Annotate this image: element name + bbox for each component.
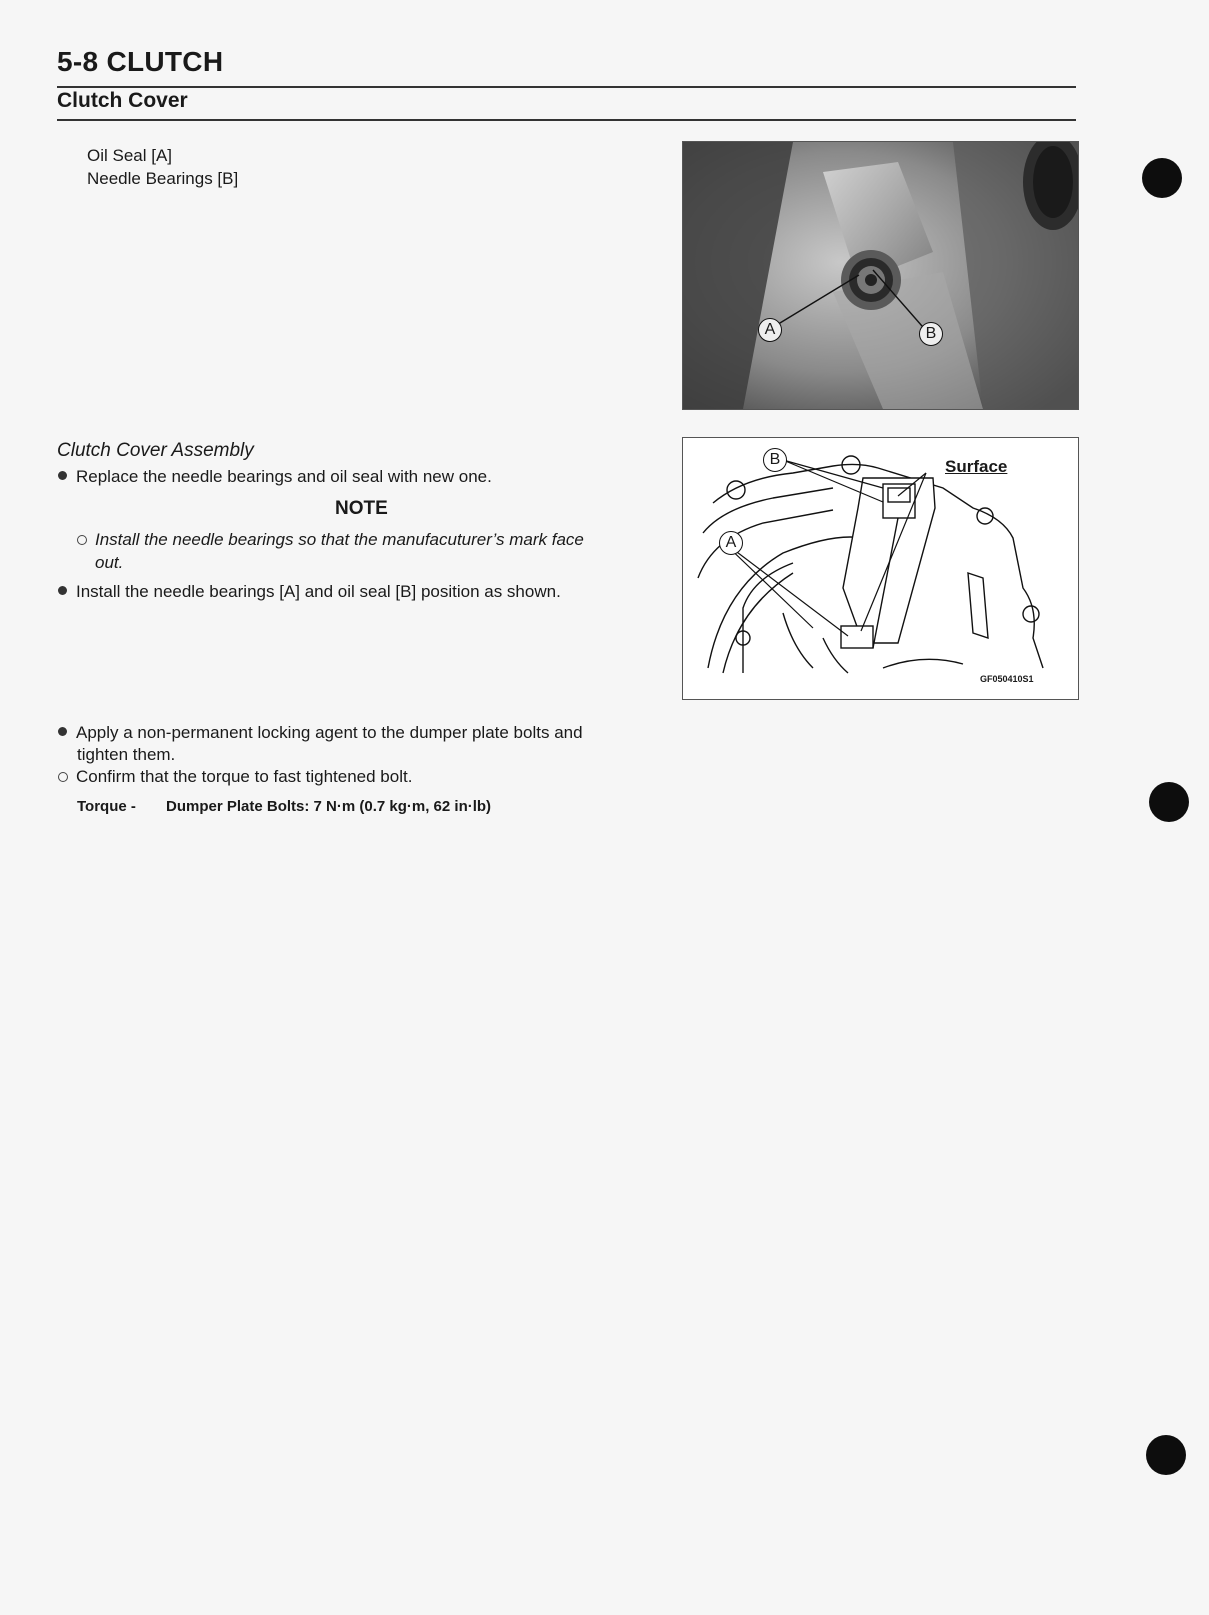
circle-bullet-icon [77,535,87,545]
note-item [77,529,657,551]
confirm-item [58,766,412,788]
header-rule-bottom [57,119,1076,121]
bullet-locking [58,722,583,744]
needle-bearings-label: Needle Bearings [B] [87,169,239,188]
circle-bullet-icon [58,772,68,782]
header-rule-top [57,86,1076,88]
subsection-title: Clutch Cover [57,89,188,112]
surface-label: Surface [945,457,1008,476]
photo-callout-a: A [758,318,782,342]
confirm-text: Confirm that the torque to fast tightened bolt. [76,767,413,786]
assembly-heading: Clutch Cover Assembly [57,440,254,461]
bullet-replace-text: Replace the needle bearings and oil seal with new one. [76,467,492,486]
clutch-cover-photo [682,141,1079,410]
bullet-install-text: Install the needle bearings [A] and oil seal [B] position as shown. [76,582,561,601]
note-text-line1: Install the needle bearings so that the manufacuturer’s mark face [95,530,584,549]
bullet-install [58,581,561,603]
bullet-replace [58,466,492,488]
figure-code: GF050410S1 [980,674,1034,684]
diagram-callout-a: A [719,531,743,555]
diagram-callout-b: B [763,448,787,472]
bullet-locking-text-line2: tighten them. [77,745,176,764]
torque-value: Dumper Plate Bolts: 7 N·m (0.7 kg·m, 62 in·lb) [166,798,492,815]
bullet-dot-icon [58,471,67,480]
punch-hole-bottom [1146,1435,1186,1475]
bullet-dot-icon [58,727,67,736]
punch-hole-top [1142,158,1182,198]
clutch-cover-diagram [682,437,1079,700]
note-title: NOTE [335,498,388,519]
photo-callout-b: B [919,322,943,346]
punch-hole-middle [1149,782,1189,822]
bullet-locking-text-line1: Apply a non-permanent locking agent to the dumper plate bolts and [76,723,583,742]
section-title: 5-8 CLUTCH [57,46,224,77]
oil-seal-label: Oil Seal [A] [87,146,173,165]
note-text-line2: out. [95,553,124,572]
bullet-dot-icon [58,586,67,595]
torque-label: Torque - [77,798,136,815]
